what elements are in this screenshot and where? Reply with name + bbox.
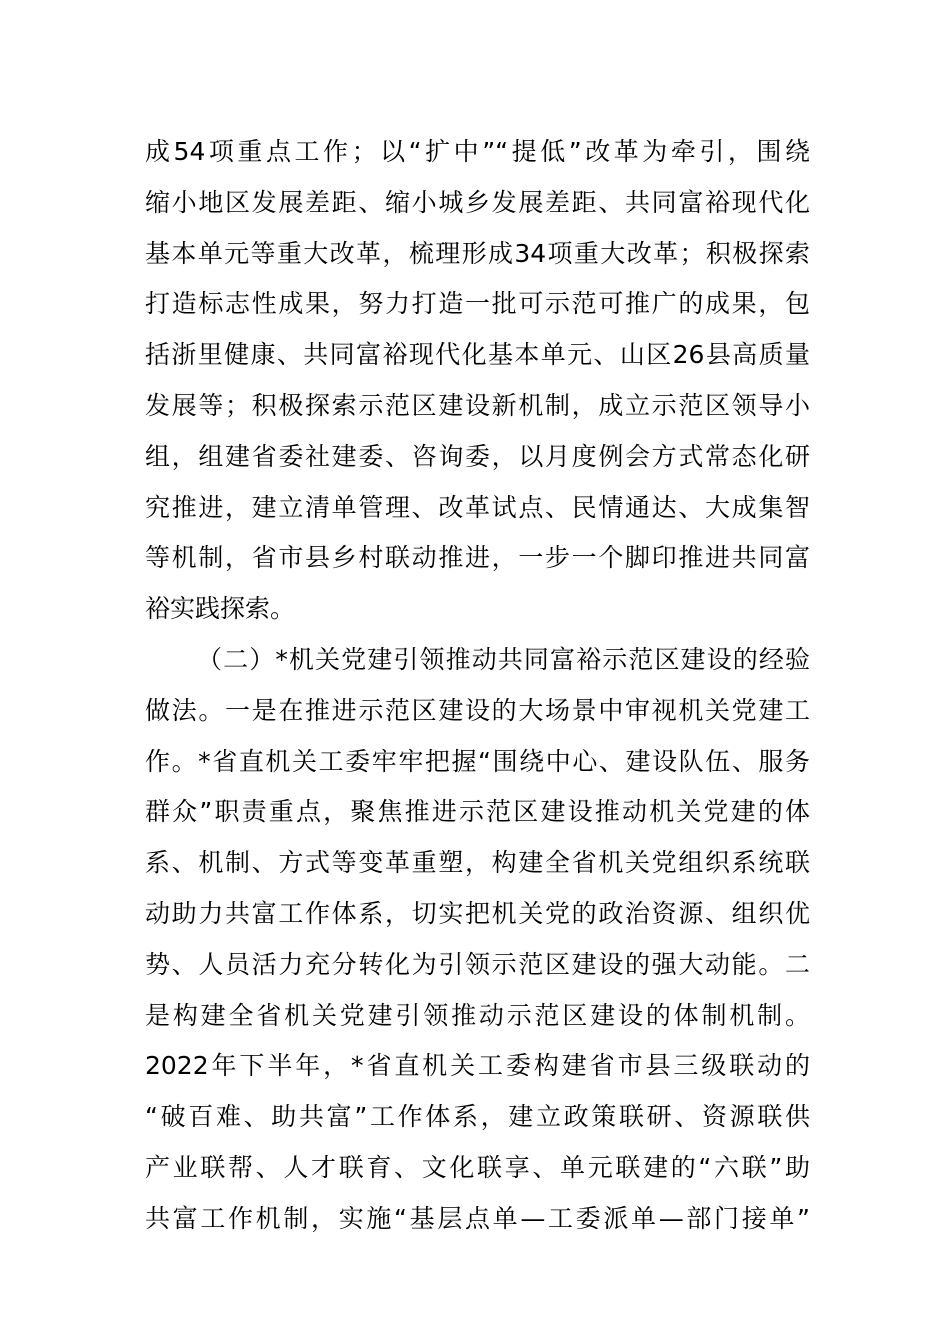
text-line: 发展等；积极探索示范区建设新机制，成立示范区领导小 [145, 390, 810, 420]
section-heading-line: （二）*机关党建引领推动共同富裕示范区建设的经验 [197, 644, 810, 674]
text-line: 群众”职责重点，聚焦推进示范区建设推动机关党建的体 [145, 797, 810, 827]
text-line: 动助力共富工作体系，切实把机关党的政治资源、组织优 [145, 898, 810, 928]
text-line: 缩小地区发展差距、缩小城乡发展差距、共同富裕现代化 [145, 187, 810, 217]
text-line: 作。*省直机关工委牢牢把握“围绕中心、建设队伍、服务 [145, 746, 810, 776]
text-line: 究推进，建立清单管理、改革试点、民情通达、大成集智 [145, 492, 810, 522]
text-line: 基本单元等重大改革，梳理形成34项重大改革；积极探索 [145, 238, 810, 268]
text-line: 成54项重点工作；以“扩中”“提低”改革为牵引，围绕 [145, 137, 810, 166]
text-line: 是构建全省机关党建引领推动示范区建设的体制机制。 [145, 1000, 810, 1030]
text-line: 2022年下半年，*省直机关工委构建省市县三级联动的 [145, 1051, 810, 1081]
text-line: 组，组建省委社建委、咨询委，以月度例会方式常态化研 [145, 441, 810, 471]
text-line: “破百难、助共富”工作体系，建立政策联研、资源联供 [145, 1102, 810, 1132]
text-line: 等机制，省市县乡村联动推进，一步一个脚印推进共同富 [145, 543, 810, 573]
paragraph-end-line: 裕实践探索。 [145, 594, 296, 624]
text-line: 产业联帮、人才联育、文化联享、单元联建的“六联”助 [145, 1152, 810, 1182]
text-line: 共富工作机制，实施“基层点单—工委派单—部门接单” [145, 1203, 810, 1233]
body-text [145, 127, 810, 1245]
text-line: 打造标志性成果，努力打造一批可示范可推广的成果，包 [145, 289, 810, 319]
text-line: 系、机制、方式等变革重塑，构建全省机关党组织系统联 [145, 848, 810, 878]
text-line: 势、人员活力充分转化为引领示范区建设的强大动能。二 [145, 949, 810, 979]
text-line: 括浙里健康、共同富裕现代化基本单元、山区26县高质量 [145, 340, 810, 370]
text-line: 做法。一是在推进示范区建设的大场景中审视机关党建工 [145, 695, 810, 725]
